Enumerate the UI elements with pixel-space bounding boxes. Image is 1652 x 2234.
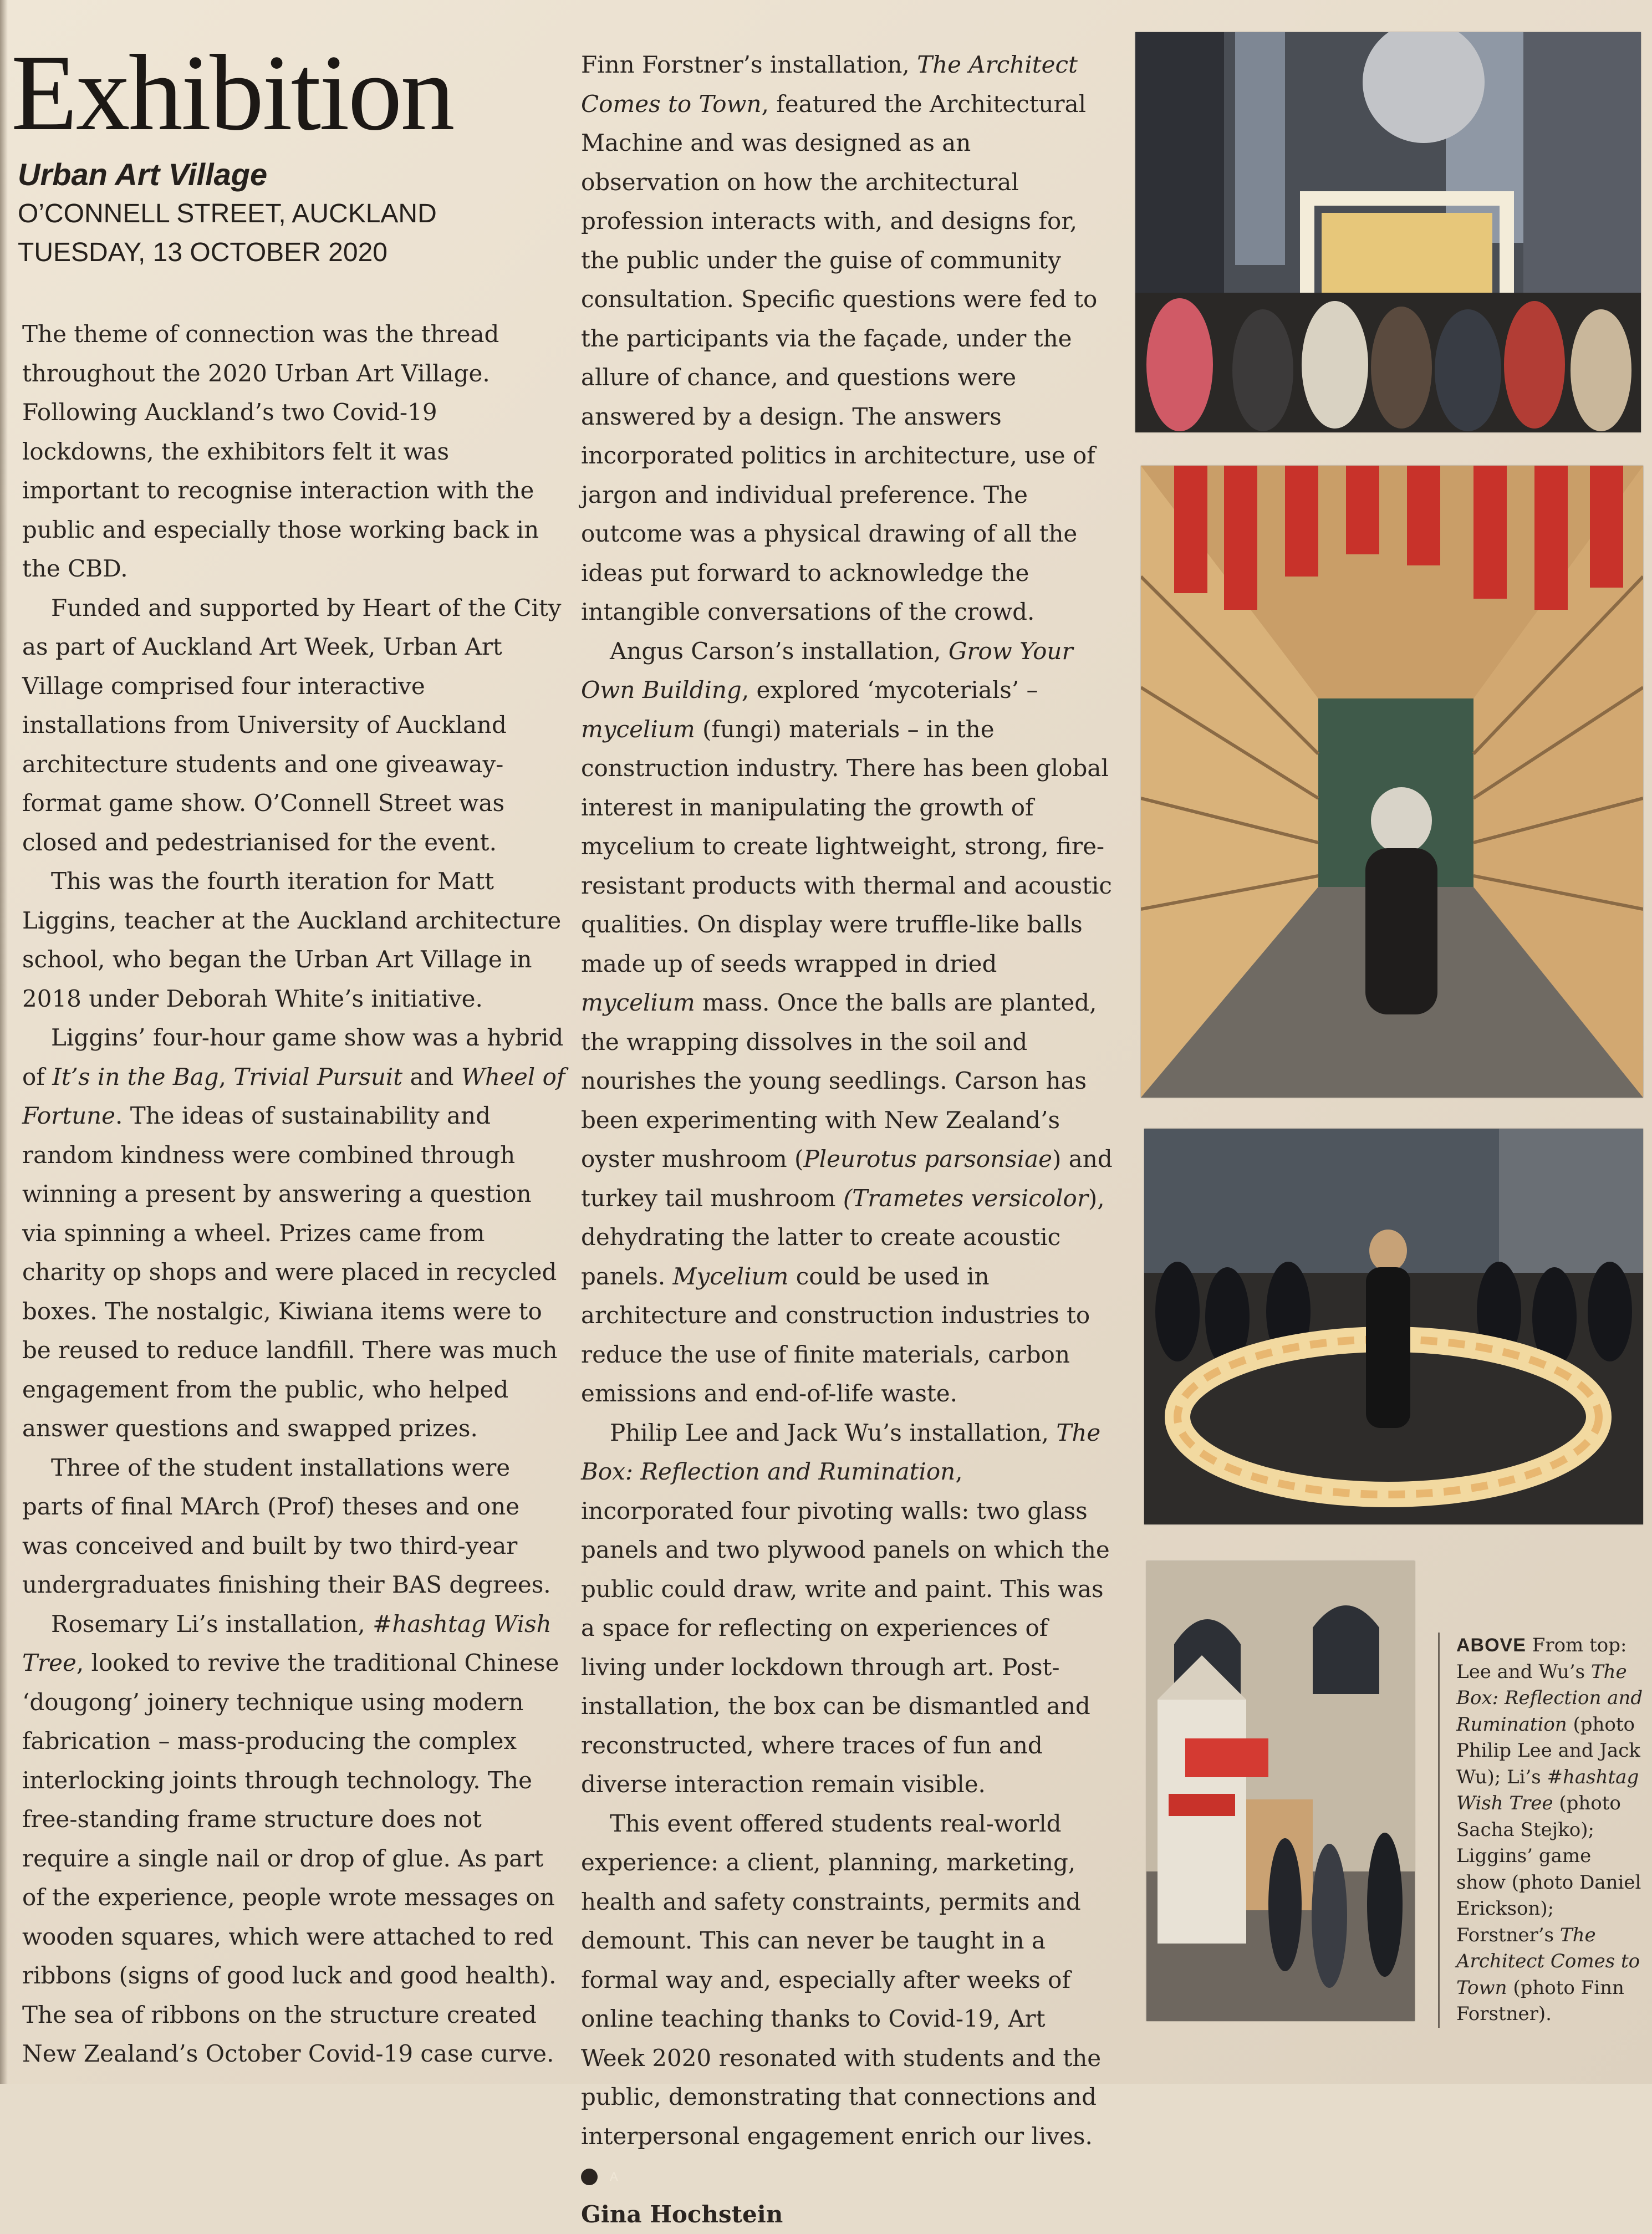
text-run: (photo Philip Lee and Jack Wu); Li’s bbox=[1456, 1713, 1640, 1788]
text-run: . The ideas of sustainability and random kindness were combined through winning a present by answering a question via spinning a wheel. Prizes came from charity op shops and were placed in recycled boxes. The nostalgic, Kiwiana items were to be reused to reduce landfill. There was much engagement from the public, who helped answer questions and swapped prizes. bbox=[22, 1102, 557, 1442]
title-italic: The Architect Comes to Town bbox=[1456, 1924, 1640, 1999]
text-run: , bbox=[219, 1063, 234, 1090]
title-italic: Wheel of Fortune bbox=[22, 1063, 565, 1130]
text-run: and bbox=[402, 1063, 461, 1090]
text-run: Philip Lee and Jack Wu’s installation, bbox=[610, 1419, 1056, 1446]
title-italic: The Box: Reflection and Rumination bbox=[581, 1419, 1100, 1486]
article-paragraph: Three of the student installations were parts of final MArch (Prof) theses and one was conceived and built by two third-year undergraduates finishing their BAS degrees. bbox=[22, 1448, 568, 1605]
event-location: O’CONNELL STREET, AUCKLAND bbox=[18, 198, 437, 229]
title-italic: Grow Your Own Building bbox=[581, 637, 1073, 704]
text-run: Liggins’ four-hour game show was a hybrid of bbox=[22, 1024, 563, 1090]
term-italic: Pleurotus parsonsiae bbox=[803, 1145, 1052, 1172]
section-heading: Exhibition bbox=[11, 39, 453, 147]
text-run: ), dehydrating the latter to create acoustic panels. bbox=[581, 1185, 1105, 1290]
text-run: , looked to revive the traditional Chinese ‘dougong’ joinery technique using modern fabrication – mass-producing the complex interlocking joints through technology. The free-standing frame structure does not require a single nail or drop of glue. As part of the experience, people wrote messages on wooden squares, which were attached to red ribbons (signs of good luck and good health). The sea of ribbons on the structure created New Zealand’s October Covid-19 case curve. bbox=[22, 1649, 559, 2067]
text-run: Rosemary Li’s installation, bbox=[51, 1610, 373, 1638]
page-spine-shadow bbox=[0, 0, 8, 2084]
end-mark-icon: A bbox=[581, 2169, 598, 2185]
author-byline: Gina Hochstein bbox=[581, 2195, 1113, 2234]
photo-architect-machine bbox=[1146, 1561, 1415, 2021]
event-title: Urban Art Village bbox=[18, 156, 267, 192]
text-run: (photo Finn Forstner). bbox=[1456, 1977, 1624, 2026]
photo-the-box-installation bbox=[1135, 32, 1641, 432]
text-run: (photo Sacha Stejko); Liggins’ game show (photo Daniel Erickson); Forstner’s bbox=[1456, 1792, 1641, 1946]
article-paragraph bbox=[581, 45, 1113, 632]
text-run: , incorporated four pivoting walls: two glass panels and two plywood panels on which the public could draw, write and paint. This was a space for reflecting on experiences of living under lockdown through art. Post-installation, the box can be dismantled and reconstructed, where traces of fun and diverse interaction remain visible. bbox=[581, 1458, 1110, 1798]
term-italic: Mycelium bbox=[673, 1263, 789, 1290]
article-paragraph: This was the fourth iteration for Matt Liggins, teacher at the Auckland architecture school, who began the Urban Art Village in 2018 under Deborah White’s initiative. bbox=[22, 862, 568, 1018]
title-italic: #hashtag Wish Tree bbox=[22, 1610, 552, 1677]
article-paragraph: The theme of connection was the thread throughout the 2020 Urban Art Village. Following Auckland’s two Covid-19 lockdowns, the exhibitors felt it was important to recognise interaction with the public and especially those working back in the CBD. bbox=[22, 315, 568, 589]
text-run: This event offered students real-world experience: a client, planning, marketing, health and safety constraints, permits and demount. This can never be taught in a formal way and, especially after weeks of online teaching thanks to Covid-19, Art Week 2020 resonated with students and the public, demonstrating that connections and interpersonal engagement enrich our lives. bbox=[581, 1810, 1101, 2150]
term-italic: (Trametes versicolor bbox=[843, 1185, 1088, 1212]
photo-caption bbox=[1438, 1633, 1643, 2028]
title-italic: Trivial Pursuit bbox=[233, 1063, 402, 1090]
text-run: , explored ‘mycoterials’ – bbox=[742, 676, 1038, 703]
photo-game-show bbox=[1144, 1129, 1643, 1524]
text-run: could be used in architecture and construction industries to reduce the use of finite materials, carbon emissions and end-of-life waste. bbox=[581, 1263, 1090, 1407]
event-date: TUESDAY, 13 OCTOBER 2020 bbox=[18, 237, 387, 268]
text-run: , featured the Architectural Machine and was designed as an observation on how the architectural profession interacts with, and designs for, the public under the guise of community consultation. Specific questions were fed to the participants via the façade, under the allure of chance, and questions were answered by a design. The answers incorporated politics in architecture, use of jargon and individual preference. The outcome was a physical drawing of all the ideas put forward to acknowledge the intangible conversations of the crowd. bbox=[581, 90, 1097, 626]
text-run: Angus Carson’s installation, bbox=[610, 637, 949, 665]
article-column-2 bbox=[581, 45, 1113, 2234]
article-column-1 bbox=[22, 315, 568, 2074]
article-paragraph bbox=[581, 632, 1113, 1414]
article-paragraph bbox=[22, 1605, 568, 2074]
text-run: Finn Forstner’s installation, bbox=[581, 51, 917, 78]
title-italic: It’s in the Bag bbox=[52, 1063, 218, 1090]
title-italic: #hashtag Wish Tree bbox=[1456, 1766, 1639, 1815]
caption-label: ABOVE bbox=[1456, 1635, 1526, 1656]
text-run: From top: Lee and Wu’s bbox=[1456, 1634, 1626, 1683]
title-italic: The Architect Comes to Town bbox=[581, 51, 1078, 118]
article-paragraph bbox=[581, 1804, 1113, 2195]
term-italic: mycelium bbox=[581, 716, 695, 743]
title-italic: The Box: Reflection and Rumination bbox=[1456, 1661, 1643, 1736]
term-italic: mycelium bbox=[581, 989, 695, 1016]
article-paragraph bbox=[581, 1414, 1113, 1804]
photo-wish-tree-installation bbox=[1141, 466, 1643, 1098]
text-run: ) and turkey tail mushroom bbox=[581, 1145, 1113, 1212]
article-paragraph bbox=[22, 1018, 568, 1448]
text-run: (fungi) materials – in the construction industry. There has been global interest in manipulating the growth of mycelium to create lightweight, strong, fire-resistant products with thermal and acoustic qualities. On display were truffle-like balls made up of seeds wrapped in dried bbox=[581, 716, 1112, 977]
article-paragraph: Funded and supported by Heart of the City as part of Auckland Art Week, Urban Art Village comprised four interactive installations from University of Auckland architecture students and one giveaway-format game show. O’Connell Street was closed and pedestrianised for the event. bbox=[22, 589, 568, 863]
text-run: mass. Once the balls are planted, the wrapping dissolves in the soil and nourishes the young seedlings. Carson has been experimenting with New Zealand’s oyster mushroom ( bbox=[581, 989, 1097, 1172]
